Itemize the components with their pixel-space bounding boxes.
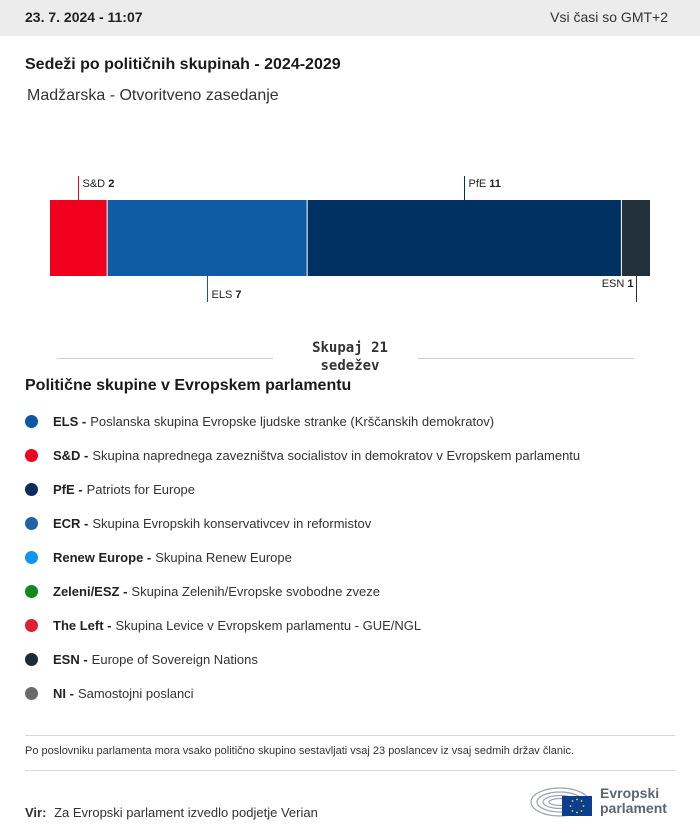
european-parliament-logo <box>530 780 680 820</box>
legend-item <box>25 676 685 710</box>
legend-dot-icon <box>25 687 38 700</box>
legend-abbr: Zeleni/ESZ - <box>53 583 128 599</box>
source-text: Za Evropski parlament izvedlo podjetje Verian <box>54 805 318 820</box>
source <box>25 805 318 820</box>
legend-abbr: Renew Europe - <box>53 549 152 565</box>
legend-name: Skupina Zelenih/Evropske svobodne zveze <box>131 583 380 599</box>
footnote: Po poslovniku parlamenta mora vsako politično skupino sestavljati vsaj 23 poslancev iz vsaj sedmih držav članic. <box>25 745 575 757</box>
legend-dot-icon <box>25 619 38 632</box>
bar-segment <box>307 200 621 276</box>
timezone-note: Vsi časi so GMT+2 <box>550 9 668 25</box>
legend-dot-icon <box>25 551 38 564</box>
legend-dot-icon <box>25 517 38 530</box>
legend-title: Politične skupine v Evropskem parlamentu <box>25 377 352 394</box>
legend-item <box>25 642 685 676</box>
bar-segment <box>621 200 650 276</box>
chart-title: Sedeži po političnih skupinah - 2024-2029 <box>25 56 341 73</box>
bar-label-value: 7 <box>235 289 242 301</box>
legend-name: Patriots for Europe <box>86 481 196 497</box>
bar-label-value: 11 <box>489 178 501 190</box>
legend-dot-icon <box>25 449 38 462</box>
bar-label <box>602 278 634 290</box>
legend-abbr: PfE - <box>53 481 83 497</box>
legend-abbr: ESN - <box>53 651 88 667</box>
legend-dot-icon <box>25 585 38 598</box>
legend-item <box>25 574 685 608</box>
chart-subtitle: Madžarska - Otvoritveno zasedanje <box>27 87 279 104</box>
divider-right <box>418 358 634 359</box>
logo-line2: parlament <box>600 800 667 816</box>
legend-abbr: S&D - <box>53 447 89 463</box>
logo-text <box>600 786 667 816</box>
legend-item <box>25 404 685 438</box>
bar-label <box>83 178 115 190</box>
bar-label-value: 1 <box>627 278 634 290</box>
top-bar <box>0 0 700 36</box>
legend-dot-icon <box>25 415 38 428</box>
source-label: Vir: <box>25 805 47 820</box>
legend-name: Samostojni poslanci <box>77 685 194 701</box>
bar-label-name: ESN <box>601 278 628 290</box>
legend-abbr: ELS - <box>53 413 87 429</box>
logo-line1: Evropski <box>600 785 660 801</box>
bar-label-name: PfE <box>468 178 490 190</box>
total-seats <box>0 336 700 380</box>
legend-list <box>25 404 685 710</box>
timestamp: 23. 7. 2024 - 11:07 <box>25 9 143 25</box>
bar-label-name: ELS <box>211 289 236 301</box>
legend-item <box>25 438 685 472</box>
bar-segment <box>50 200 107 276</box>
bar-label-name: S&D <box>82 178 109 190</box>
legend-item <box>25 608 685 642</box>
divider <box>25 735 675 736</box>
total-label <box>290 339 410 375</box>
legend-dot-icon <box>25 653 38 666</box>
legend-abbr: NI - <box>53 685 74 701</box>
legend-item <box>25 472 685 506</box>
seat-bar-chart <box>0 160 700 320</box>
bar-label-value: 2 <box>108 178 115 190</box>
legend-name: Skupina Levice v Evropskem parlamentu - GUE/NGL <box>115 617 422 633</box>
total-unit: sedežev <box>320 358 380 374</box>
legend-name: Skupina naprednega zavezništva socialistov in demokratov v Evropskem parlamentu <box>92 447 581 463</box>
legend-name: Europe of Sovereign Nations <box>91 651 258 667</box>
legend-abbr: The Left - <box>53 617 112 633</box>
legend-name: Poslanska skupina Evropske ljudske stranke (Krščanskih demokratov) <box>90 413 495 429</box>
bar-label <box>469 178 501 190</box>
legend-dot-icon <box>25 483 38 496</box>
legend-name: Skupina Evropskih konservativcev in reformistov <box>92 515 372 531</box>
legend-abbr: ECR - <box>53 515 89 531</box>
divider <box>25 770 675 771</box>
bar-segment <box>107 200 307 276</box>
divider-left <box>57 358 273 359</box>
legend-item <box>25 540 685 574</box>
parliament-emblem-icon <box>530 780 594 820</box>
total-count: Skupaj 21 <box>312 340 388 356</box>
legend-name: Skupina Renew Europe <box>155 549 292 565</box>
bar-label <box>212 289 242 301</box>
legend-item <box>25 506 685 540</box>
